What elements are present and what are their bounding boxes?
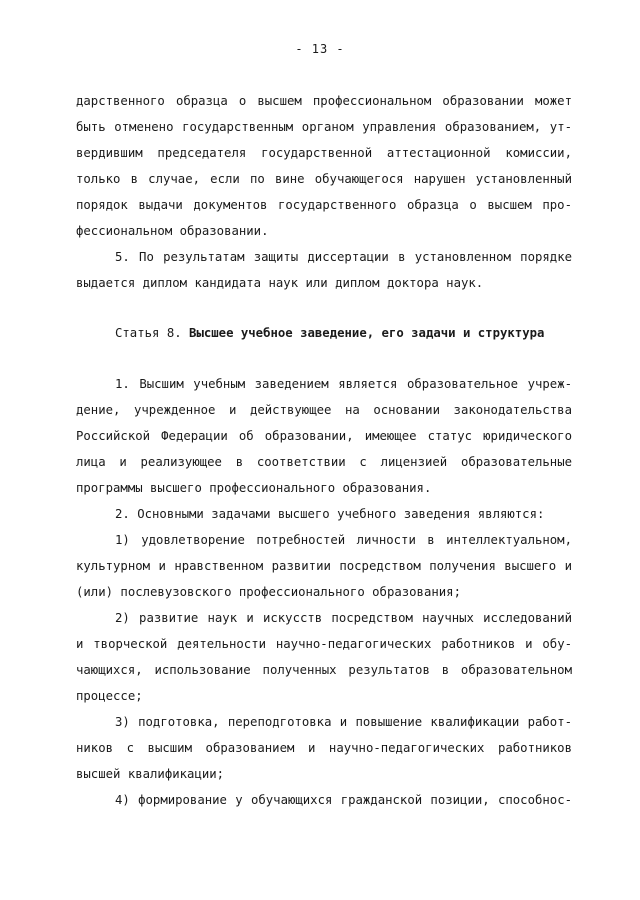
text-line: только в случае, если по вине обучающегося нарушен установленный [76,172,572,186]
text-line: 2) развитие наук и искусств посредством научных исследований [115,611,572,625]
text-line: дарственного образца о высшем профессиональном образовании может [76,94,572,108]
text-line: 5. По результатам защиты диссертации в установленном порядке [115,250,572,264]
article-label: Статья 8. [115,326,182,340]
text-line: культурном и нравственном развитии посредством получения высшего и [76,559,572,573]
text-line: порядок выдачи документов государственного образца о высшем про- [76,198,572,212]
text-line: (или) послевузовского профессионального образования; [76,585,461,599]
text-line: 2. Основными задачами высшего учебного заведения являются: [115,507,545,521]
article-heading [115,325,544,341]
article-title: Высшее учебное заведение, его задачи и структура [189,326,545,340]
text-line: программы высшего профессионального образования. [76,481,432,495]
text-line: высшей квалификации; [76,767,225,781]
text-line: процессе; [76,689,143,703]
page-number: - 13 - [295,42,345,56]
text-line: выдается диплом кандидата наук или диплом доктора наук. [76,276,484,290]
text-line: фессиональном образовании. [76,224,269,238]
text-line: Российской Федерации об образовании, имеющее статус юридического [76,429,572,443]
text-line: 4) формирование у обучающихся гражданской позиции, способнос- [115,793,572,807]
text-line: и творческой деятельности научно-педагогических работников и обу- [76,637,572,651]
text-line: чающихся, использование полученных результатов в образовательном [76,663,572,677]
text-line: лица и реализующее в соответствии с лицензией образовательные [76,455,572,469]
text-line: 1) удовлетворение потребностей личности в интеллектуальном, [115,533,572,547]
text-line: быть отменено государственным органом управления образованием, ут- [76,120,572,134]
text-line: вердившим председателя государственной аттестационной комиссии, [76,146,572,160]
text-line: ников с высшим образованием и научно-педагогических работников [76,741,572,755]
text-line: 3) подготовка, переподготовка и повышение квалификации работ- [115,715,572,729]
text-line: 1. Высшим учебным заведением является образовательное учреж- [115,377,572,391]
text-line: дение, учрежденное и действующее на основании законодательства [76,403,572,417]
